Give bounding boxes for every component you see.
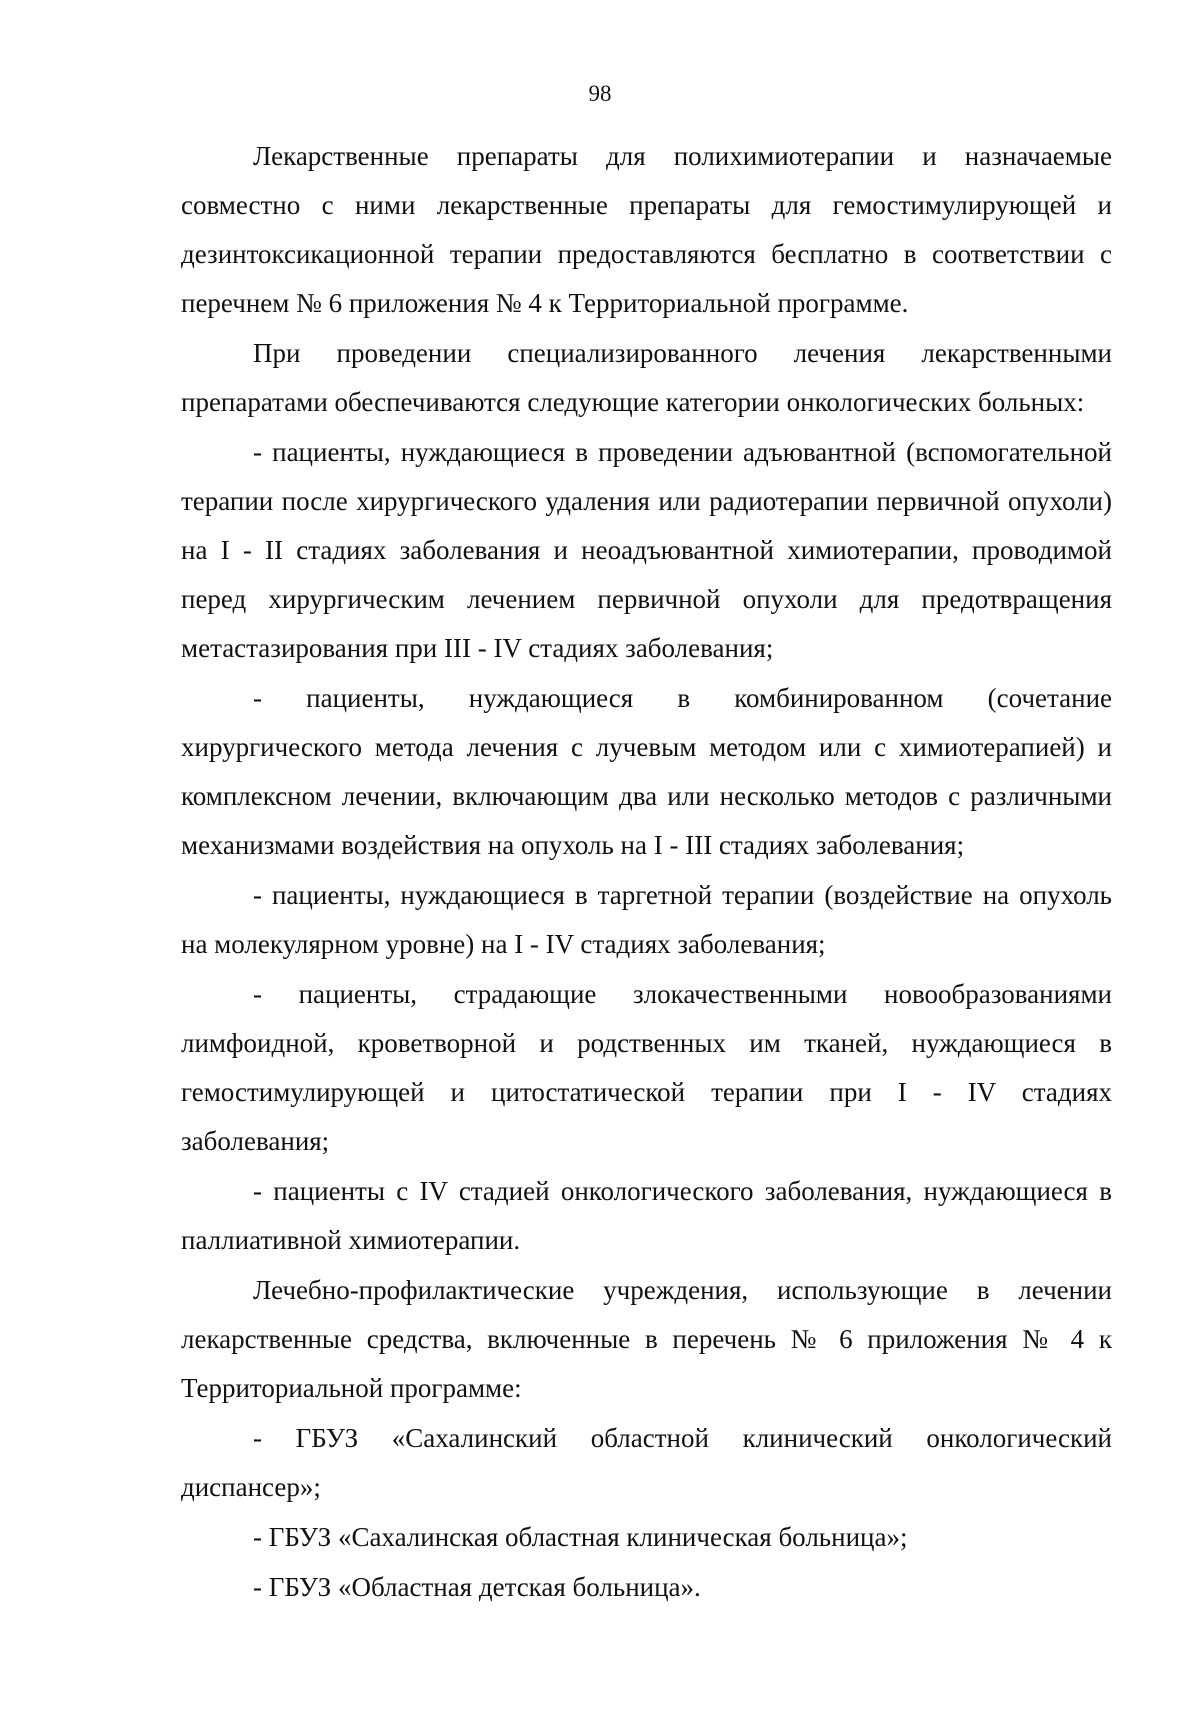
paragraph-patient-categories-intro: При проведении специализированного лечения лекарственными препаратами обеспечиваются следующие категории онкологических больных: (181, 338, 1112, 417)
list-item-children-hospital: - ГБУЗ «Областная детская больница». (253, 1572, 701, 1602)
list-item-adjuvant-therapy: - пациенты, нуждающиеся в проведении адъювантной (вспомогательной терапии после хирургического удаления или радиотерапии первичной опухоли) на I - II стадиях заболевания и неоадъювантной химиотерапии, проводимой перед хирургическим лечением первичной опухоли для предотвращения метастазирования при III - IV стадиях заболевания; (181, 437, 1112, 663)
list-item-oncology-dispensary: - ГБУЗ «Сахалинский областной клинический онкологический диспансер»; (181, 1423, 1112, 1502)
list-item-lymphoid-neoplasms: - пациенты, страдающие злокачественными новообразованиями лимфоидной, кроветворной и родственных им тканей, нуждающиеся в гемостимулирующей и цитостатической терапии при I - IV стадиях заболевания; (181, 979, 1112, 1156)
document-body (181, 132, 1112, 1613)
list-item-combined-treatment: - пациенты, нуждающиеся в комбинированном (сочетание хирургического метода лечения с лучевым методом или с химиотерапией) и комплексном лечении, включающим два или несколько методов с различными механизмами воздействия на опухоль на I - III стадиях заболевания; (181, 683, 1112, 860)
list-item-targeted-therapy: - пациенты, нуждающиеся в таргетной терапии (воздействие на опухоль на молекулярном уровне) на I - IV стадиях заболевания; (181, 880, 1112, 959)
page-number: 98 (588, 81, 612, 106)
paragraph-medicines-provision: Лекарственные препараты для полихимиотерапии и назначаемые совместно с ними лекарственные препараты для гемостимулирующей и дезинтоксикационной терапии предоставляются бесплатно в соответствии с перечнем № 6 приложения № 4 к Территориальной программе. (181, 141, 1112, 318)
paragraph-institutions-intro: Лечебно-профилактические учреждения, использующие в лечении лекарственные средства, включенные в перечень № 6 приложения № 4 к Территориальной программе: (181, 1275, 1112, 1403)
list-item-palliative-chemotherapy: - пациенты с IV стадией онкологического заболевания, нуждающиеся в паллиативной химиотерапии. (181, 1176, 1112, 1255)
list-item-regional-hospital: - ГБУЗ «Сахалинская областная клиническая больница»; (253, 1522, 908, 1552)
